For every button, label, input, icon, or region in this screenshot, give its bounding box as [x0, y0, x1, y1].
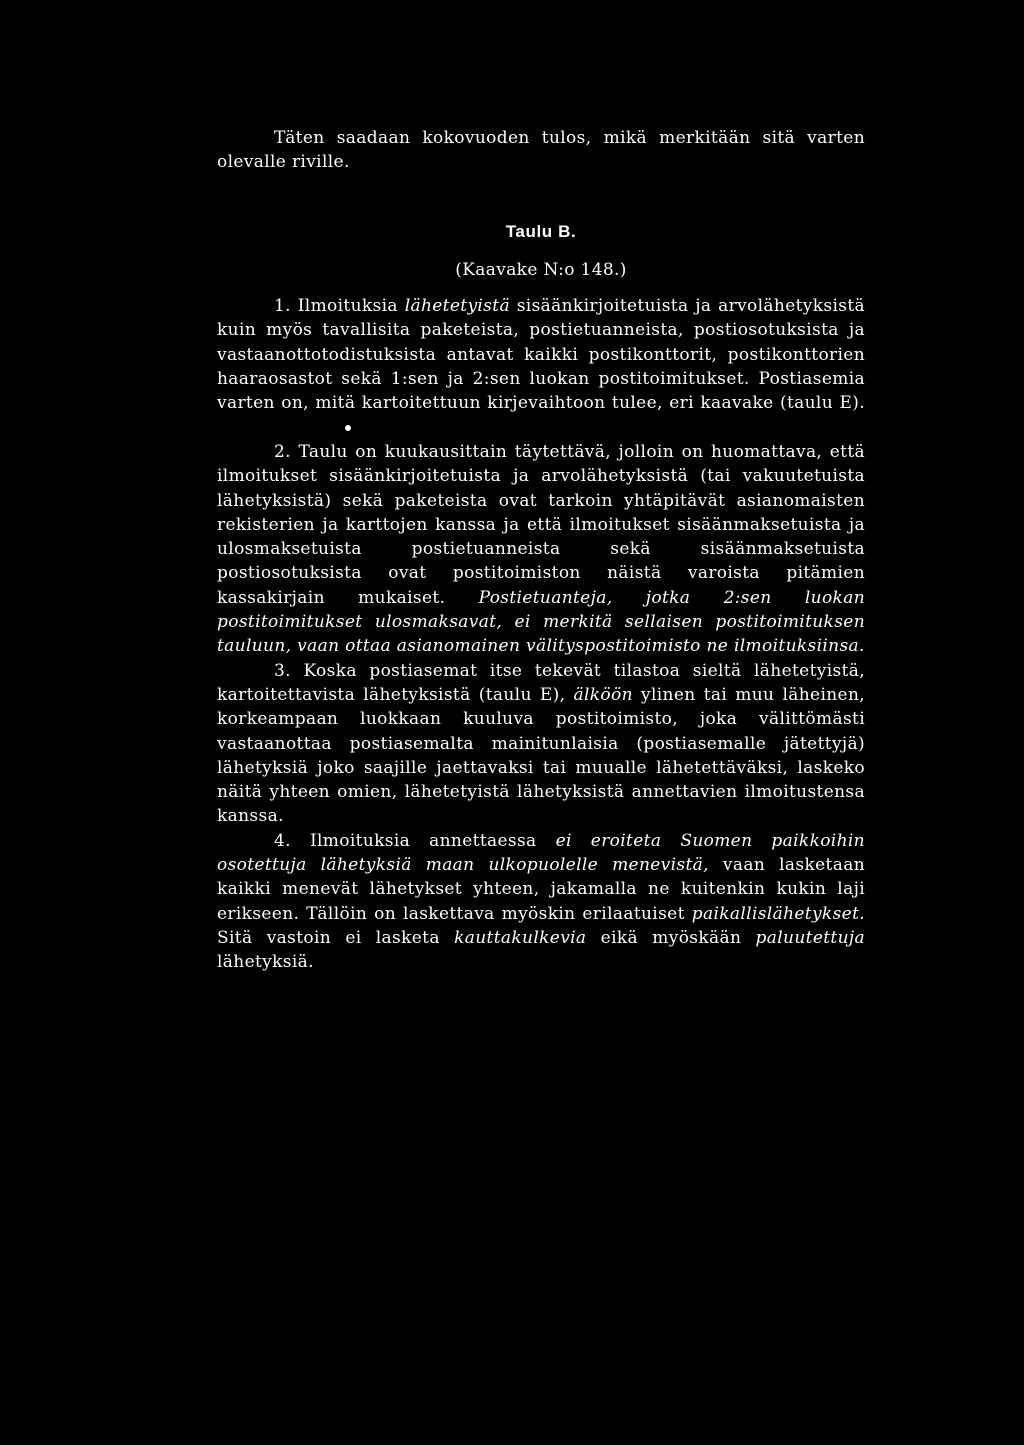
- paragraph-3: [217, 659, 865, 829]
- p4-text-e: Sitä vastoin ei lasketa: [217, 927, 455, 948]
- ink-speck: [345, 425, 351, 431]
- p4-text-a: 4. Ilmoituksia annettaessa: [274, 830, 556, 851]
- p3-text-c: ylinen tai muu läheinen, korkeampaan luokkaan kuuluva postitoimisto, joka välittömästi vastaanottaa postiasemalta mainitunlaisia (postiasemalle jätettyjä) lähetyksiä joko saajille jaettavaksi tai muualle lähetettäväksi, laskeko näitä yhteen omien, lähetetyistä lähetyksistä annettavien ilmoitustensa kanssa.: [217, 684, 865, 827]
- section-title: Taulu B.: [505, 221, 577, 241]
- body-text: [217, 126, 865, 975]
- p2-italic-b: Postietuanteja, jotka 2:sen luokan postitoimitukset ulosmaksavat, ei merkitä sellaisen postitoimituksen tauluun, vaan ottaa asianomainen välityspostitoimisto ne ilmoituksiinsa.: [217, 587, 865, 657]
- p4-italic-d: paikallislähetykset.: [691, 903, 865, 924]
- p1-italic-b: lähetetyistä: [404, 296, 510, 317]
- p1-text-c: sisäänkirjoitetuista ja arvolähetyksistä kuin myös tavallisita paketeista, postietuanneista, postiosotuksista ja vastaanottotodistuksista antavat kaikki postikonttorit, postikonttorien haaraosastot sekä 1:sen ja 2:sen luokan postitoimitukset. Postiasemia varten on, mitä kartoitettuun kirjevaihtoon tulee, eri kaavake (taulu E).: [217, 296, 866, 414]
- paragraph-2: [217, 440, 865, 659]
- p3-italic-b: älköön: [573, 684, 633, 705]
- p4-italic-b: ei eroiteta Suomen paikkoihin osotettuja lähetyksiä maan ulkopuolelle menevistä,: [217, 830, 865, 876]
- paragraph-1: [217, 294, 865, 440]
- p4-italic-f: kauttakulkevia: [454, 927, 587, 948]
- p2-text-a: 2. Taulu on kuukausittain täytettävä, jolloin on huomattava, että ilmoitukset sisäänkirjoitetuista ja arvolähetyksistä (tai vakuutetuista lähetyksistä) sekä paketeista ovat tarkoin yhtäpitävät asianomaisten rekisterien ja karttojen kanssa ja että ilmoitukset sisäänmaksetuista ja ulosmaksetuista postietuanneista sekä sisäänmaksetuista postiosotuksista ovat postitoimiston näistä varoista pitämien kassakirjain mukaiset.: [217, 441, 865, 608]
- p4-text-c: vaan lasketaan kaikki menevät lähetykset yhteen, jakamalla ne kuitenkin kukin laji erikseen. Tällöin on laskettava myöskin erilaatuiset: [217, 855, 866, 924]
- paragraph-4: [217, 829, 865, 975]
- intro-text: Täten saadaan kokovuoden tulos, mikä merkitään sitä varten olevalle riville.: [217, 128, 865, 173]
- p4-italic-h: paluutettuja: [755, 927, 865, 948]
- intro-paragraph: [217, 126, 865, 175]
- section-subtitle: (Kaavake N:o 148.): [455, 259, 627, 280]
- p4-text-g: eikä myöskään: [586, 927, 756, 948]
- p4-text-i: lähetyksiä.: [217, 952, 314, 973]
- p3-text-a: 3. Koska postiasemat itse tekevät tilastoa sieltä lähetetyistä, kartoitettavista lähetyksistä (taulu E),: [217, 660, 865, 705]
- p1-text-a: 1. Ilmoituksia: [274, 296, 405, 317]
